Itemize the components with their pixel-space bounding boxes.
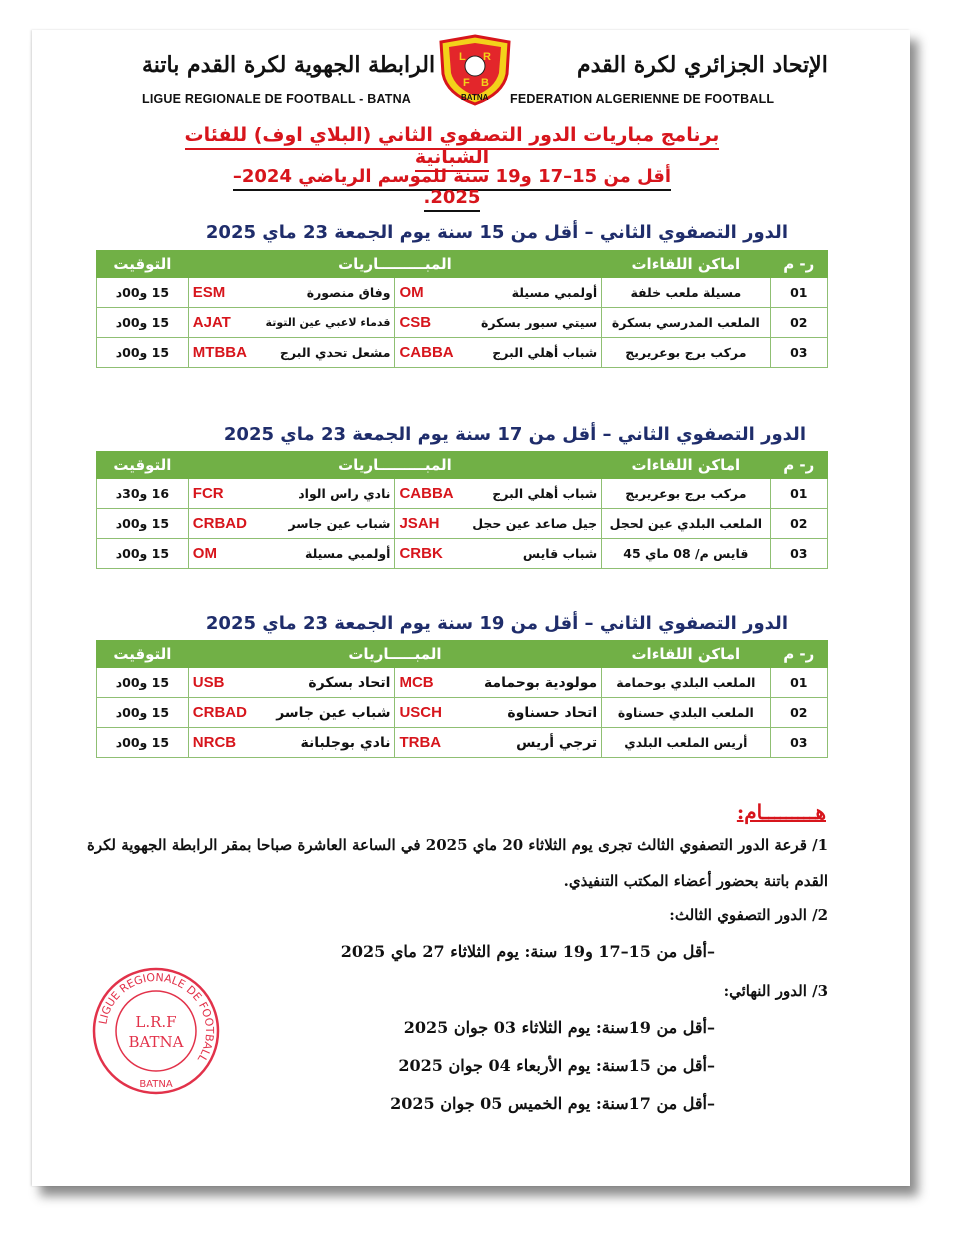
away-team <box>188 308 395 338</box>
federation-name-fr: FEDERATION ALGERIENNE DE FOOTBALL <box>510 92 775 106</box>
away-team-name: أولمبي مسيلة <box>304 546 391 561</box>
col-num: ر- م <box>770 452 827 479</box>
venue: مسيلة ملعب خلفة <box>602 278 770 308</box>
note-3: 3/ الدور النهائي: <box>723 982 828 1000</box>
away-team <box>188 668 395 698</box>
away-team-name: وفاق منصورة <box>306 285 391 300</box>
fixtures-table-u17 <box>96 451 828 569</box>
table-row <box>97 308 828 338</box>
table-row <box>97 668 828 698</box>
away-team-code: MTBBA <box>192 344 247 361</box>
kickoff-time: 15 و00د <box>97 308 189 338</box>
col-venue: اماكن اللقاءات <box>602 641 770 668</box>
away-team-name: مشعل تحدي البرج <box>279 345 391 360</box>
home-team-code: OM <box>399 284 424 301</box>
away-team-name: نادي بوجلبانة <box>300 734 391 751</box>
away-team-code: FCR <box>192 485 224 502</box>
home-team-name: أولمبي مسيلة <box>511 285 598 300</box>
home-team-code: CABBA <box>399 485 454 502</box>
fixtures-table-u19 <box>96 640 828 758</box>
home-team-code: JSAH <box>399 515 440 532</box>
home-team-name: شباب أهلي البرج <box>492 345 598 360</box>
kickoff-time: 15 و00د <box>97 539 189 569</box>
section-heading-u15: الدور التصفوي الثاني – أقل من 15 سنة يوم الجمعة 23 ماي 2025 <box>205 222 788 243</box>
home-team-name: ترجي أريس <box>516 734 598 751</box>
col-venue: اماكن اللقاءات <box>602 251 770 278</box>
document-page <box>32 30 910 1186</box>
home-team <box>395 338 602 368</box>
col-matches: المبـــــــــاريات <box>188 251 601 278</box>
home-team <box>395 668 602 698</box>
venue: قايس م/ 08 ماي 45 <box>602 539 770 569</box>
row-num: 03 <box>770 338 827 368</box>
home-team-name: شباب أهلي البرج <box>492 486 598 501</box>
row-num: 03 <box>770 728 827 758</box>
away-team <box>188 698 395 728</box>
away-team-name: شباب عين جاسر <box>288 516 391 531</box>
final-u17: –أقل من 17سنة: يوم الخميس 05 جوان 2025 <box>390 1094 715 1113</box>
row-num: 01 <box>770 479 827 509</box>
home-team <box>395 308 602 338</box>
away-team <box>188 278 395 308</box>
away-team-code: USB <box>192 674 225 691</box>
col-matches: المبـــــاريات <box>188 641 601 668</box>
section-heading-u17: الدور التصفوي الثاني – أقل من 17 سنة يوم الجمعة 23 ماي 2025 <box>223 424 806 445</box>
col-num: ر- م <box>770 251 827 278</box>
table-header-row <box>97 641 828 668</box>
col-time: التوقيت <box>97 251 189 278</box>
home-team-code: USCH <box>399 704 442 721</box>
away-team <box>188 479 395 509</box>
kickoff-time: 15 و00د <box>97 509 189 539</box>
row-num: 03 <box>770 539 827 569</box>
away-team-code: AJAT <box>192 314 231 331</box>
stamp-bottom: BATNA <box>139 1079 173 1090</box>
venue: أريس الملعب البلدي <box>602 728 770 758</box>
table-row <box>97 338 828 368</box>
document-title-text: برنامج مباريات الدور التصفوي الثاني (البلاي اوف) للفئات الشبانية <box>185 124 720 172</box>
row-num: 01 <box>770 668 827 698</box>
home-team-name: جيل صاعد عين حجل <box>472 516 598 531</box>
col-venue: اماكن اللقاءات <box>602 452 770 479</box>
important-heading: هـــــــــام: <box>736 800 826 824</box>
stamp-ring-text: LIGUE REGIONALE DE FOOTBALL <box>96 970 217 1065</box>
col-num: ر- م <box>770 641 827 668</box>
document-subtitle-text: أقل من 15–17 و19 سنة للموسم الرياضي 2024–2025. <box>233 166 671 212</box>
table-header-row <box>97 251 828 278</box>
table-row <box>97 509 828 539</box>
kickoff-time: 15 و00د <box>97 278 189 308</box>
final-u19: –أقل من 19سنة: يوم الثلاثاء 03 جوان 2025 <box>403 1018 715 1037</box>
home-team-name: اتحاد حسناوة <box>507 704 598 721</box>
kickoff-time: 15 و00د <box>97 728 189 758</box>
venue: الملعب البلدي عين لحجل <box>602 509 770 539</box>
away-team-name: نادي راس الواد <box>298 486 391 501</box>
note-2: 2/ الدور التصفوي الثالث: <box>669 906 828 924</box>
away-team <box>188 728 395 758</box>
table-row <box>97 728 828 758</box>
away-team-code: ESM <box>192 284 226 301</box>
stamp-center-1: L.R.F <box>135 1013 177 1031</box>
home-team <box>395 698 602 728</box>
away-team-name: اتحاد بسكرة <box>308 674 391 691</box>
league-name-fr: LIGUE REGIONALE DE FOOTBALL - BATNA <box>142 92 412 106</box>
home-team-code: CRBK <box>399 545 443 562</box>
logo-letter-f: F <box>463 77 470 89</box>
venue: مركب برج بوعريريج <box>602 338 770 368</box>
home-team-code: TRBA <box>399 734 442 751</box>
venue: الملعب البلدي بوحمامة <box>602 668 770 698</box>
away-team <box>188 509 395 539</box>
table-row <box>97 539 828 569</box>
kickoff-time: 15 و00د <box>97 668 189 698</box>
home-team <box>395 278 602 308</box>
away-team <box>188 338 395 368</box>
logo-text: BATNA <box>461 93 489 102</box>
final-u15: –أقل من 15سنة: يوم الأربعاء 04 جوان 2025 <box>398 1056 715 1075</box>
col-matches: المبـــــــــاريات <box>188 452 601 479</box>
table-header-row <box>97 452 828 479</box>
home-team <box>395 479 602 509</box>
row-num: 02 <box>770 698 827 728</box>
home-team <box>395 509 602 539</box>
away-team-code: OM <box>192 545 217 562</box>
logo-letter-r: R <box>483 51 491 63</box>
note-2-dates: –أقل من 15–17 و19 سنة: يوم الثلاثاء 27 ماي 2025 <box>340 942 715 961</box>
fixtures-table-u15 <box>96 250 828 368</box>
document-title <box>152 124 752 168</box>
home-team <box>395 728 602 758</box>
home-team-code: CSB <box>399 314 432 331</box>
league-stamp <box>90 965 222 1097</box>
kickoff-time: 15 و00د <box>97 338 189 368</box>
home-team-code: MCB <box>399 674 434 691</box>
away-team <box>188 539 395 569</box>
logo-letter-b: B <box>481 77 489 89</box>
venue: الملعب المدرسي بسكرة <box>602 308 770 338</box>
league-name-ar: الرابطة الجهوية لكرة القدم باتنة <box>142 52 436 78</box>
col-time: التوقيت <box>97 452 189 479</box>
league-logo <box>437 34 513 106</box>
home-team <box>395 539 602 569</box>
away-team-code: CRBAD <box>192 704 247 721</box>
venue: مركب برج بوعريريج <box>602 479 770 509</box>
col-time: التوقيت <box>97 641 189 668</box>
document-subtitle <box>212 166 692 208</box>
stamp-center-2: BATNA <box>128 1033 184 1051</box>
kickoff-time: 16 و30د <box>97 479 189 509</box>
venue: الملعب البلدي حسناوة <box>602 698 770 728</box>
note-1-line-1: 1/ قرعة الدور التصفوي الثالث تجرى يوم الثلاثاء 20 ماي 2025 في الساعة العاشرة صباحا بمقر الرابطة الجهوية لكرة <box>87 836 828 854</box>
table-row <box>97 278 828 308</box>
home-team-name: شباب قايس <box>522 546 598 561</box>
home-team-name: سيتي سبور بسكرة <box>481 315 598 330</box>
row-num: 02 <box>770 308 827 338</box>
away-team-code: NRCB <box>192 734 237 751</box>
home-team-name: مولودية بوحمامة <box>483 674 598 691</box>
section-heading-u19: الدور التصفوي الثاني – أقل من 19 سنة يوم الجمعة 23 ماي 2025 <box>205 613 788 634</box>
federation-name-ar: الإتحاد الجزائري لكرة القدم <box>577 52 828 78</box>
away-team-name: شباب عين جاسر <box>276 704 391 721</box>
logo-letter-l: L <box>459 51 466 63</box>
row-num: 02 <box>770 509 827 539</box>
row-num: 01 <box>770 278 827 308</box>
kickoff-time: 15 و00د <box>97 698 189 728</box>
away-team-name: قدماء لاعبي عين التوتة <box>265 316 391 329</box>
home-team-code: CABBA <box>399 344 454 361</box>
away-team-code: CRBAD <box>192 515 247 532</box>
table-row <box>97 698 828 728</box>
note-1-line-2: القدم باتنة بحضور أعضاء المكتب التنفيذي. <box>563 872 828 890</box>
table-row <box>97 479 828 509</box>
